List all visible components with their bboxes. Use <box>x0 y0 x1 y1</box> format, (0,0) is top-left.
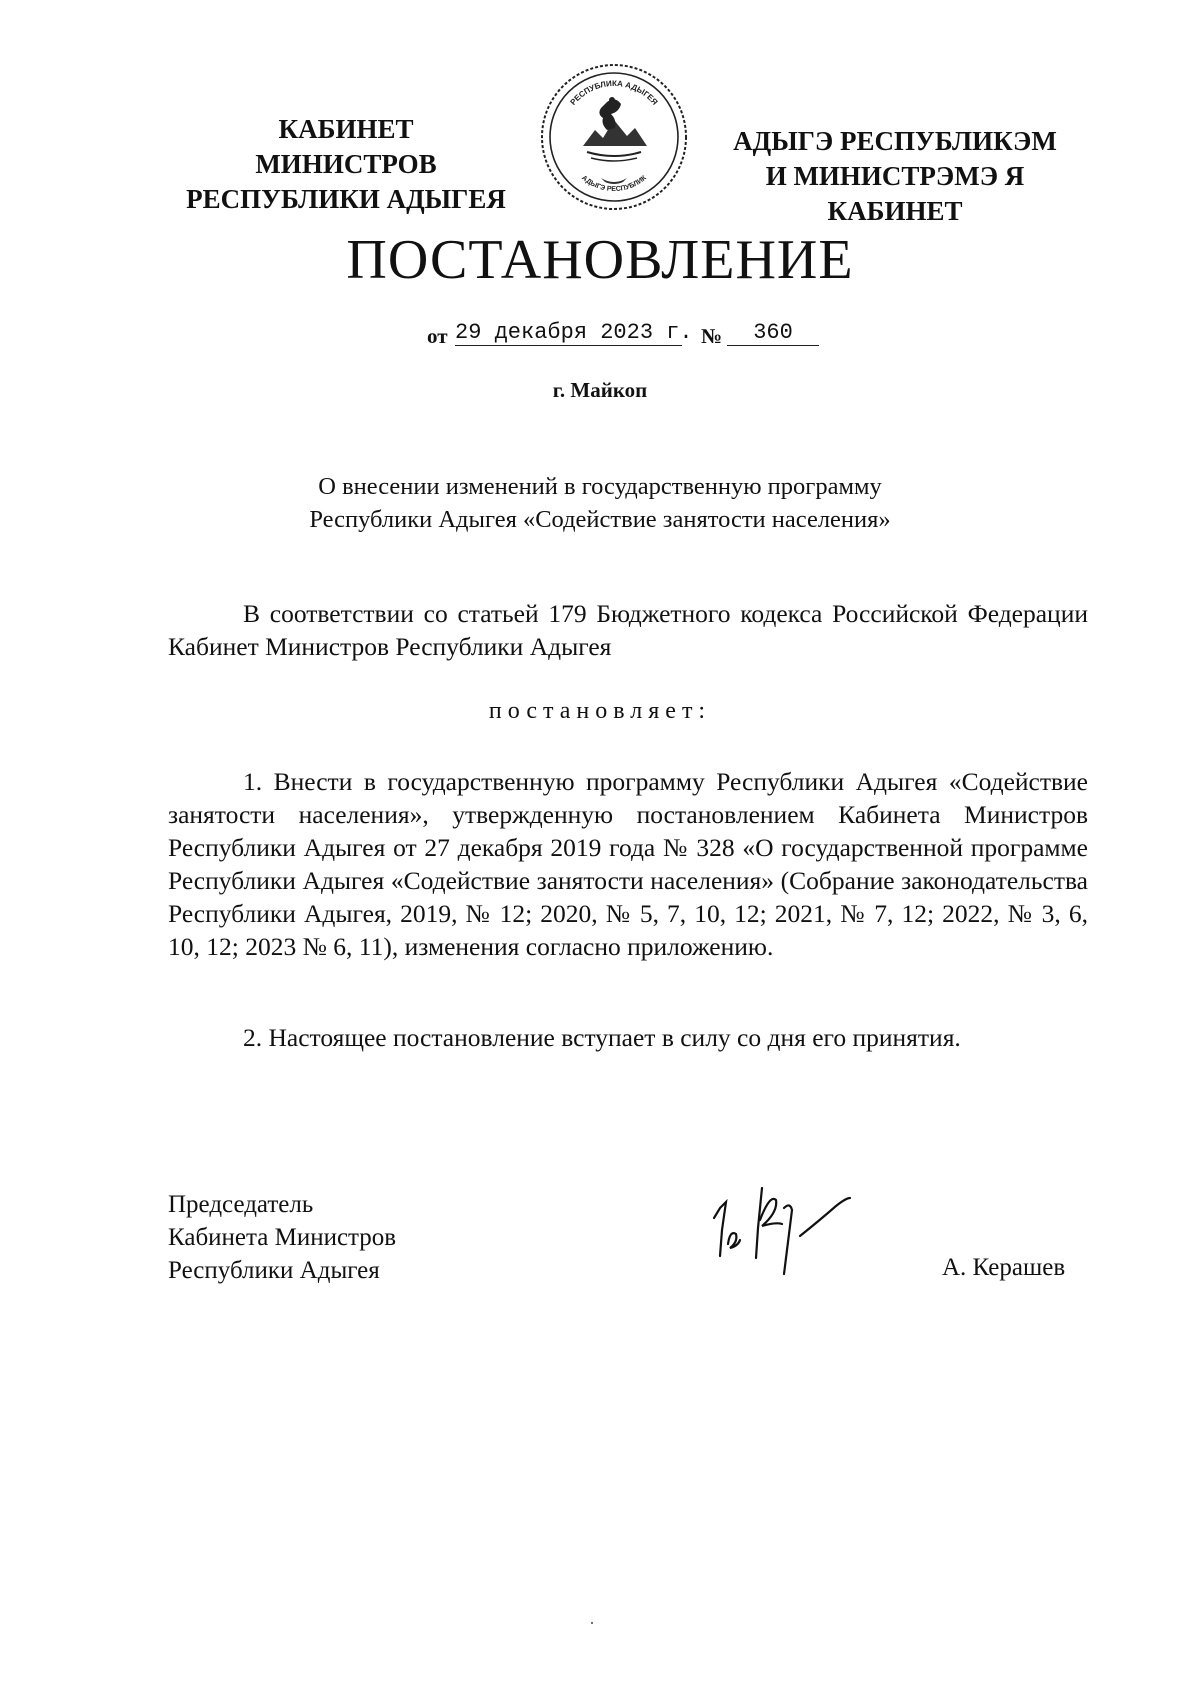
issuing-authority-russian <box>186 112 506 217</box>
svg-text:АДЫГЭ РЕСПУБЛИК: АДЫГЭ РЕСПУБЛИК <box>580 174 648 194</box>
position-line-3: Республики Адыгея <box>168 1257 380 1284</box>
preamble-paragraph: В соответствии со статьей 179 Бюджетного кодекса Российской Федерации Кабинет Министров Республики Адыгея <box>168 599 1088 661</box>
position-line-2: Кабинета Министров <box>168 1224 397 1251</box>
svg-text:РЕСПУБЛИКА АДЫГЕЯ: РЕСПУБЛИКА АДЫГЕЯ <box>568 78 660 107</box>
authority-adyghe-line-2: И МИНИСТРЭМЭ Я КАБИНЕТ <box>765 161 1025 226</box>
city: г. Майкоп <box>552 378 648 402</box>
number-prefix: № <box>701 324 723 348</box>
document-number: 360 <box>727 320 819 346</box>
scan-speck <box>591 1622 593 1624</box>
decree-word: постановляет: <box>488 698 712 724</box>
subject-line-2: Республики Адыгея «Содействие занятости населения» <box>309 506 891 533</box>
document-subject <box>200 470 1000 536</box>
item-2-paragraph: 2. Настоящее постановление вступает в силу со дня его принятия. <box>243 1023 961 1052</box>
document-date: 29 декабря 2023 г. <box>455 320 693 345</box>
coat-of-arms-emblem <box>537 60 691 214</box>
authority-line-1: КАБИНЕТ МИНИСТРОВ <box>255 114 437 179</box>
subject-line-1: О внесении изменений в государственную программу <box>318 473 882 500</box>
handwritten-signature <box>700 1158 870 1278</box>
date-prefix: от <box>427 324 448 348</box>
issuing-authority-adyghe <box>700 124 1090 229</box>
authority-line-2: РЕСПУБЛИКИ АДЫГЕЯ <box>186 184 506 214</box>
item-1-paragraph: 1. Внести в государственную программу Республики Адыгея «Содействие занятости населения», утвержденную постановлением Кабинета Министров Республики Адыгея от 27 декабря 2019 года № 328 «О государственной программе Республики Адыгея «Содействие занятости населения» (Собрание законодательства Республики Адыгея, 2019, № 12; 2020, № 5, 7, 10, 12; 2021, № 7, 12; 2022, № 3, 6, 10, 12; 2023 № 6, 11), изменения согласно приложению. <box>168 767 1088 961</box>
document-title: ПОСТАНОВЛЕНИЕ <box>346 229 854 291</box>
signatory-name: А. Керашев <box>942 1254 1066 1281</box>
signatory-position <box>168 1188 396 1287</box>
authority-adyghe-line-1: АДЫГЭ РЕСПУБЛИКЭМ <box>733 126 1057 156</box>
position-line-1: Председатель <box>168 1191 314 1218</box>
